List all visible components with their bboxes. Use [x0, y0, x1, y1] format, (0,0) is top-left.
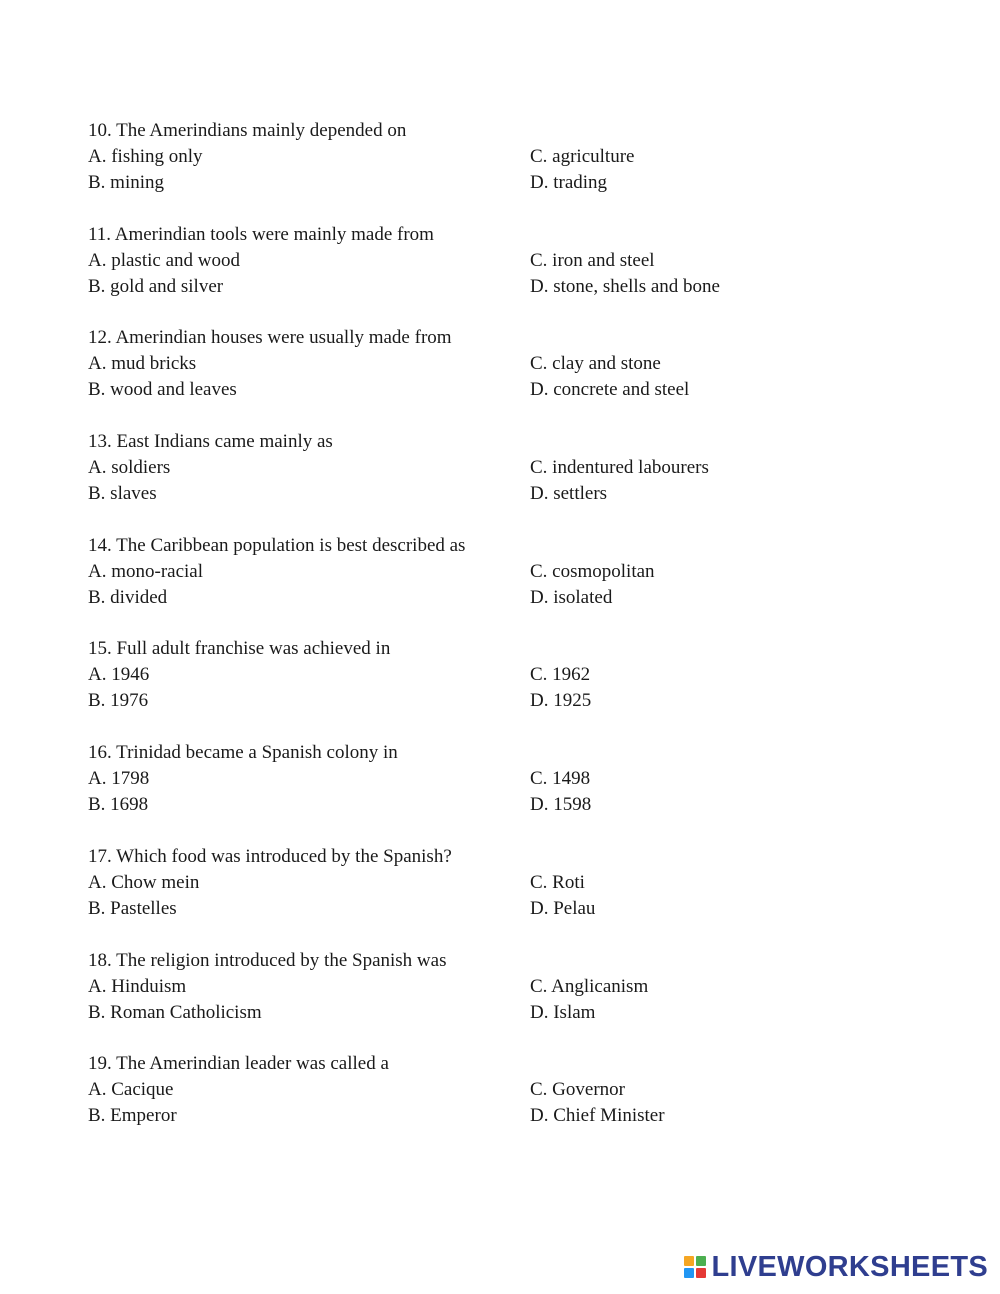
question-19 [88, 1051, 948, 1155]
options-row-1 [88, 455, 948, 481]
option-c: C. 1498 [530, 768, 591, 790]
option-d: D. stone, shells and bone [530, 275, 720, 297]
option-b: B. 1698 [88, 794, 149, 816]
options-row-2 [88, 585, 948, 611]
liveworksheets-logo-icon [684, 1256, 706, 1278]
options-row-1 [88, 559, 948, 585]
option-b: B. Roman Catholicism [88, 1001, 262, 1023]
question-15 [88, 636, 948, 740]
liveworksheets-logo-text: LIVEWORKSHEETS [711, 1251, 988, 1283]
options-row-2 [88, 896, 948, 922]
option-d: D. settlers [530, 483, 608, 505]
option-a: A. soldiers [88, 457, 171, 479]
question-stem: 13. East Indians came mainly as [88, 431, 333, 453]
options-row-1 [88, 144, 948, 170]
options-row-1 [88, 248, 948, 274]
options-row-1 [88, 974, 948, 1000]
question-18 [88, 948, 948, 1052]
question-13 [88, 429, 948, 533]
option-c: C. indentured labourers [530, 457, 709, 479]
option-b: B. gold and silver [88, 275, 224, 297]
options-row-1 [88, 870, 948, 896]
options-row-2 [88, 1103, 948, 1129]
question-stem: 18. The religion introduced by the Spanish was [88, 949, 447, 971]
question-14 [88, 533, 948, 637]
question-stem: 12. Amerindian houses were usually made from [88, 327, 452, 349]
options-row-2 [88, 481, 948, 507]
option-d: D. 1925 [530, 690, 592, 712]
option-a: A. fishing only [88, 146, 203, 167]
question-stem: 11. Amerindian tools were mainly made from [88, 223, 434, 245]
options-row-2 [88, 792, 948, 818]
question-16 [88, 740, 948, 844]
question-stem: 10. The Amerindians mainly depended on [88, 120, 407, 141]
option-b: B. mining [88, 172, 165, 193]
option-a: A. Chow mein [88, 871, 200, 893]
question-10 [88, 118, 948, 222]
option-c: C. cosmopolitan [530, 560, 655, 582]
options-row-2 [88, 170, 948, 196]
options-row-2 [88, 274, 948, 300]
option-d: D. Chief Minister [530, 1105, 665, 1127]
question-stem: 19. The Amerindian leader was called a [88, 1053, 389, 1075]
option-c: C. Governor [530, 1079, 625, 1101]
option-a: A. mono-racial [88, 560, 204, 582]
question-stem: 16. Trinidad became a Spanish colony in [88, 742, 398, 764]
option-c: C. iron and steel [530, 249, 655, 271]
logo-square-3 [684, 1268, 694, 1278]
question-12 [88, 325, 948, 429]
option-b: B. slaves [88, 483, 157, 505]
option-b: B. wood and leaves [88, 379, 237, 401]
question-list [88, 118, 948, 1155]
option-b: B. 1976 [88, 690, 149, 712]
question-17 [88, 844, 948, 948]
option-b: B. Pastelles [88, 897, 177, 919]
logo-square-1 [684, 1256, 694, 1266]
question-stem: 14. The Caribbean population is best described as [88, 534, 466, 556]
question-stem: 17. Which food was introduced by the Spanish? [88, 845, 452, 867]
option-a: A. 1798 [88, 768, 150, 790]
option-c: C. Roti [530, 871, 585, 893]
options-row-2 [88, 688, 948, 714]
option-d: D. concrete and steel [530, 379, 690, 401]
option-b: B. divided [88, 586, 168, 608]
option-d: D. Pelau [530, 897, 596, 919]
option-b: B. Emperor [88, 1105, 177, 1127]
question-stem: 15. Full adult franchise was achieved in [88, 638, 391, 660]
option-a: A. plastic and wood [88, 249, 240, 271]
option-a: A. Hinduism [88, 975, 187, 997]
options-row-1 [88, 351, 948, 377]
options-row-2 [88, 377, 948, 403]
options-row-1 [88, 1077, 948, 1103]
option-a: A. mud bricks [88, 353, 197, 375]
option-d: D. isolated [530, 586, 613, 608]
options-row-1 [88, 662, 948, 688]
option-c: C. clay and stone [530, 353, 661, 375]
option-a: A. Cacique [88, 1079, 174, 1101]
option-c: C. Anglicanism [530, 975, 649, 997]
logo-square-4 [696, 1268, 706, 1278]
options-row-1 [88, 766, 948, 792]
options-row-2 [88, 1000, 948, 1026]
option-d: D. 1598 [530, 794, 592, 816]
option-c: C. agriculture [530, 146, 635, 167]
question-11 [88, 222, 948, 326]
logo-square-2 [696, 1256, 706, 1266]
option-c: C. 1962 [530, 664, 591, 686]
option-a: A. 1946 [88, 664, 150, 686]
option-d: D. Islam [530, 1001, 596, 1023]
liveworksheets-branding [684, 1252, 989, 1282]
option-d: D. trading [530, 172, 608, 193]
